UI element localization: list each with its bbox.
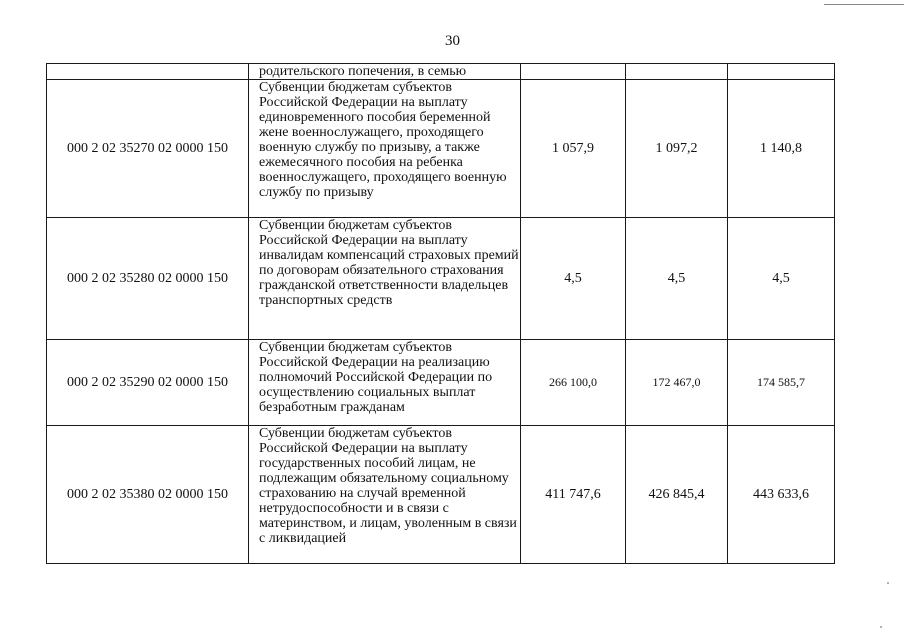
code-cell: 000 2 02 35290 02 0000 150 <box>47 340 249 426</box>
value-cell: 443 633,6 <box>728 426 835 564</box>
value-cell <box>521 64 626 80</box>
code-cell <box>47 64 249 80</box>
value-cell: 1 140,8 <box>728 80 835 218</box>
value-cell: 426 845,4 <box>626 426 728 564</box>
table-row-continuation <box>47 64 835 80</box>
value-cell: 4,5 <box>728 218 835 340</box>
table-row <box>47 80 835 218</box>
name-cell: Субвенции бюджетам субъектов Российской Федерации на выплату инвалидам компенсаций страховых премий по договорам обязательного страхования гражданской ответственности владельцев транспортных средств <box>249 218 521 340</box>
name-cell: Субвенции бюджетам субъектов Российской Федерации на реализацию полномочий Российской Федерации по осуществлению социальных выплат безработным гражданам <box>249 340 521 426</box>
code-cell: 000 2 02 35380 02 0000 150 <box>47 426 249 564</box>
value-cell: 266 100,0 <box>521 340 626 426</box>
table-row <box>47 426 835 564</box>
value-cell: 1 097,2 <box>626 80 728 218</box>
scan-speck <box>887 582 889 584</box>
scan-speck <box>880 626 882 628</box>
table-row <box>47 340 835 426</box>
name-cell: Субвенции бюджетам субъектов Российской Федерации на выплату государственных пособий лицам, не подлежащим обязательному социальному страхованию на случай временной нетрудоспособности и в связи с материнством, и лицам, уволенным в связи с ликвидацией <box>249 426 521 564</box>
budget-table <box>46 63 835 564</box>
scan-corner-mark <box>824 4 904 5</box>
value-cell: 4,5 <box>626 218 728 340</box>
value-cell: 411 747,6 <box>521 426 626 564</box>
value-cell <box>626 64 728 80</box>
name-cell: родительского попечения, в семью <box>249 64 521 80</box>
value-cell <box>728 64 835 80</box>
page-number: 30 <box>445 33 460 49</box>
table-row <box>47 218 835 340</box>
code-cell: 000 2 02 35280 02 0000 150 <box>47 218 249 340</box>
code-cell: 000 2 02 35270 02 0000 150 <box>47 80 249 218</box>
name-cell: Субвенции бюджетам субъектов Российской Федерации на выплату единовременного пособия беременной жене военнослужащего, проходящего военную службу по призыву, а также ежемесячного пособия на ребенка военнослужащего, проходящего военную службу по призыву <box>249 80 521 218</box>
value-cell: 4,5 <box>521 218 626 340</box>
value-cell: 174 585,7 <box>728 340 835 426</box>
value-cell: 172 467,0 <box>626 340 728 426</box>
value-cell: 1 057,9 <box>521 80 626 218</box>
